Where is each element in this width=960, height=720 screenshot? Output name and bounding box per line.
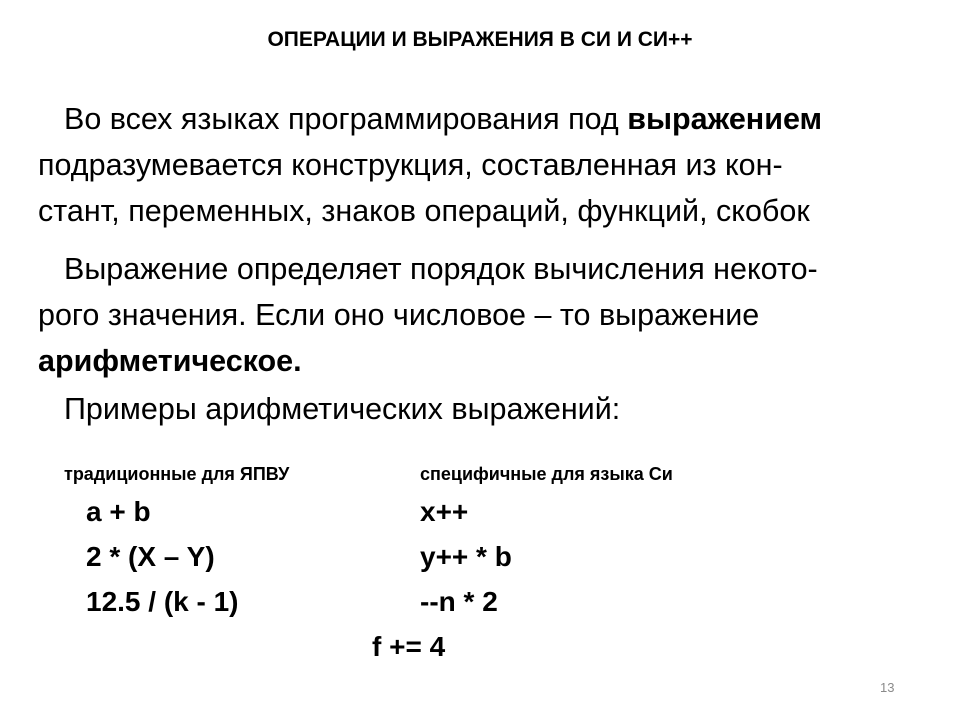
expression-traditional: 2 * (X – Y) [86, 541, 215, 572]
slide-title: ОПЕРАЦИИ И ВЫРАЖЕНИЯ В СИ И СИ++ [267, 28, 693, 51]
expression-c-specific: y++ * b [420, 541, 512, 572]
paragraph-line [38, 96, 918, 142]
text-segment: Во всех языках программирования под [64, 102, 628, 136]
paragraph-line: стант, переменных, знаков операций, функций, скобок [38, 194, 810, 228]
paragraph-expression-purpose [38, 246, 918, 384]
bold-term-arithmetic: арифметическое. [38, 344, 302, 378]
paragraph-line: Выражение определяет порядок вычисления некото- [64, 252, 818, 286]
expression-traditional: a + b [86, 496, 151, 527]
paragraph-line: подразумевается конструкция, составленная из кон- [38, 148, 783, 182]
bold-term-expression: выражением [627, 102, 823, 136]
paragraph-expression-definition [38, 96, 918, 234]
expression-c-specific: x++ [420, 496, 469, 527]
expression-compound-assignment: f += 4 [372, 631, 446, 662]
column-header-c-specific: специфичные для языка Си [420, 464, 673, 484]
expression-c-specific: --n * 2 [420, 586, 498, 617]
expression-traditional: 12.5 / (k - 1) [86, 586, 239, 617]
paragraph-examples-intro [38, 386, 918, 432]
paragraph-line: рого значения. Если оно числовое – то выражение [38, 298, 760, 332]
paragraph-line: Примеры арифметических выражений: [64, 392, 621, 426]
column-header-traditional: традиционные для ЯПВУ [64, 464, 290, 484]
page-number: 13 [880, 680, 895, 695]
